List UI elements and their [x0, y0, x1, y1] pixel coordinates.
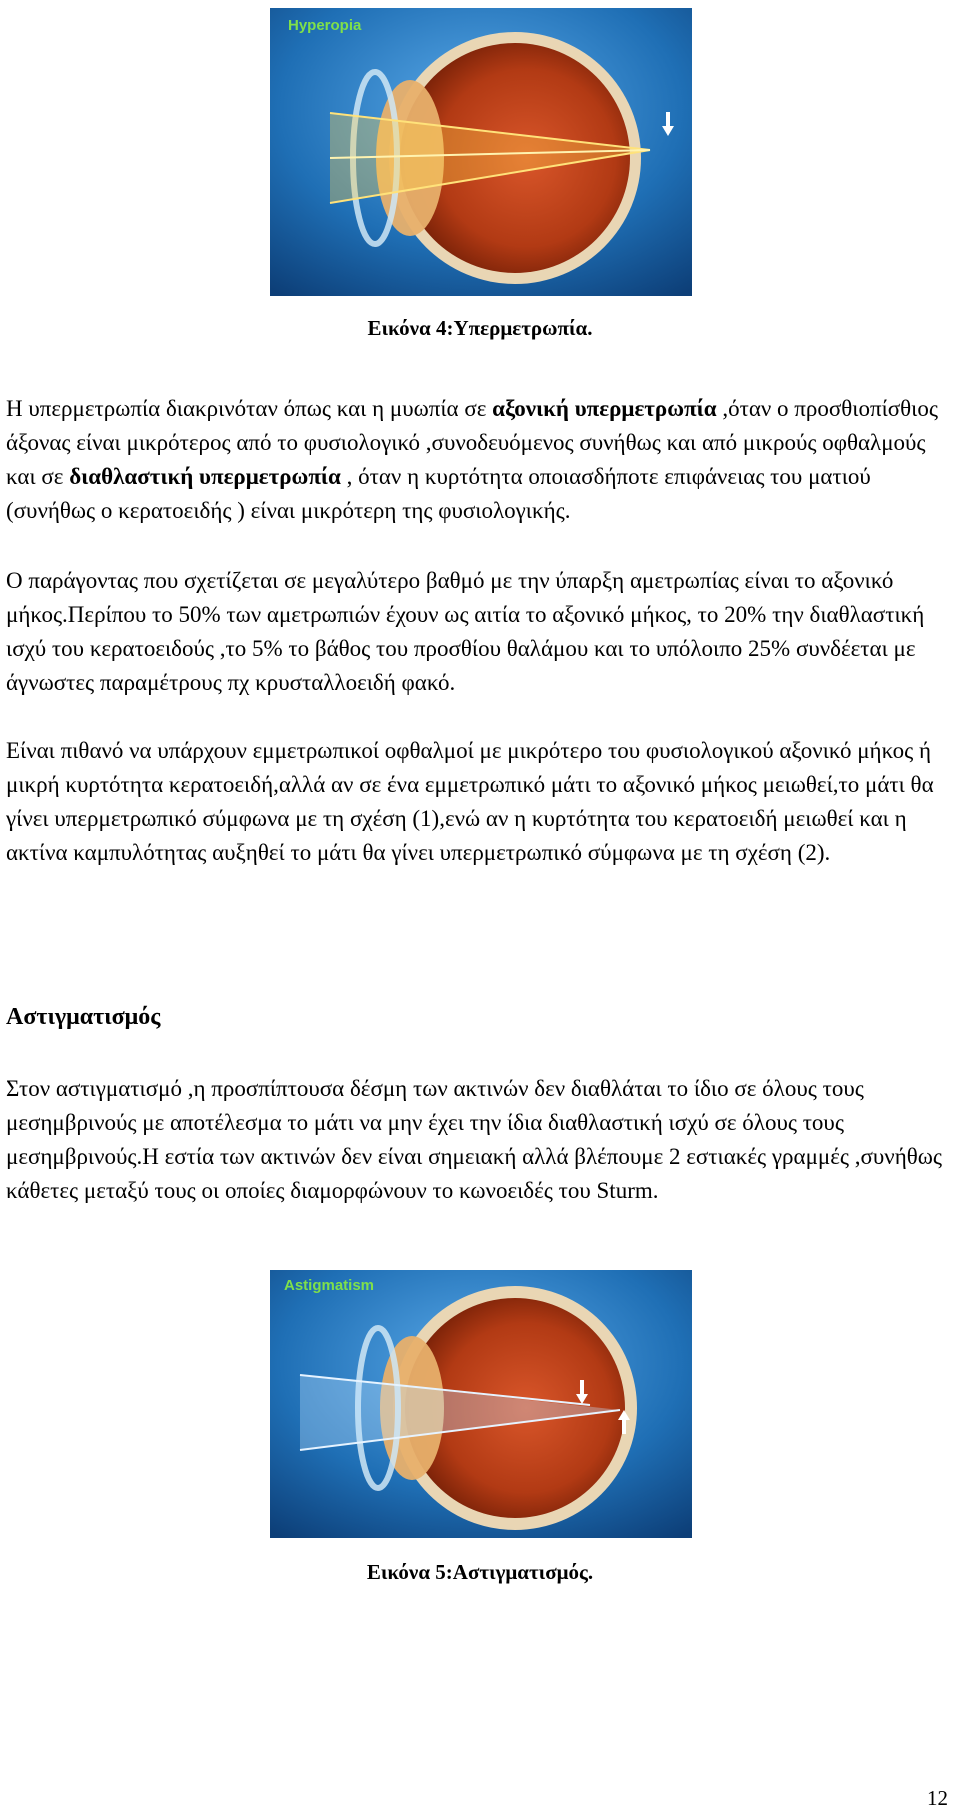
figure-4-caption: Εικόνα 4:Υπερμετρωπία.	[367, 316, 593, 340]
hyperopia-eye-diagram	[270, 8, 692, 296]
hyperopia-paragraph-1: Η υπερμετρωπία διακρινόταν όπως και η μυωπία σε αξονική υπερμετρωπία ,όταν ο προσθιοπίσθιος άξονας είναι μικρότερος από το φυσιολογικό ,συνοδευόμενος συνήθως και από μικρούς οφθαλμούς και σε διαθλαστική υπερμετρωπία , όταν η κυρτότητα οποιασδήποτε επιφάνειας του ματιού (συνήθως ο κερατοειδής ) είναι μικρότερη της φυσιολογικής.	[6, 396, 938, 523]
astigmatism-figure	[270, 1270, 692, 1538]
astigmatism-heading: Αστιγματισμός	[6, 1004, 161, 1030]
hyperopia-figure-label: Hyperopia	[288, 17, 362, 34]
figure-5-caption: Εικόνα 5:Αστιγματισμός.	[366, 1560, 594, 1584]
hyperopia-paragraph-2: Ο παράγοντας που σχετίζεται σε μεγαλύτερο βαθμό με την ύπαρξη αμετρωπίας είναι το αξονικό μήκος.Περίπου το 50% των αμετρωπιών έχουν ως αιτία το αξονικό μήκος, το 20% την διαθλαστική ισχύ του κερατοειδούς ,το 5% το βάθος του προσθίου θαλάμου και το υπόλοιπο 25% συνδέεται με άγνωστες παραμέτρους πχ κρυσταλλοειδή φακό.	[6, 568, 925, 695]
astigmatism-paragraph: Στον αστιγματισμό ,η προσπίπτουσα δέσμη των ακτινών δεν διαθλάται το ίδιο σε όλους τους μεσημβρινούς με αποτέλεσμα το μάτι να μην έχει την ίδια διαθλαστική ισχύ σε όλους τους μεσημβρινούς.Η εστία των ακτινών δεν είναι σημειακή αλλά βλέπουμε 2 εστιακές γραμμές ,συνήθως κάθετες μεταξύ τους οι οποίες διαμορφώνουν το κωνοειδές του Sturm.	[6, 1076, 942, 1203]
hyperopia-paragraph-3: Είναι πιθανό να υπάρχουν εμμετρωπικοί οφθαλμοί με μικρότερο του φυσιολογικού αξονικό μήκος ή μικρή κυρτότητα κερατοειδή,αλλά αν σε ένα εμμετρωπικό μάτι το αξονικό μήκος μειωθεί,το μάτι θα γίνει υπερμετρωπικό σύμφωνα με τη σχέση (1),ενώ αν η κυρτότητα του κερατοειδή μειωθεί και η ακτίνα καμπυλότητας αυξηθεί το μάτι θα γίνει υπερμετρωπικό σύμφωνα με τη σχέση (2).	[6, 738, 934, 865]
axial-hyperopia-term: αξονική υπερμετρωπία	[492, 396, 717, 421]
page-number: 12	[927, 1786, 948, 1810]
astigmatism-eye-diagram	[270, 1270, 692, 1538]
hyperopia-figure	[270, 8, 692, 296]
refractive-hyperopia-term: διαθλαστική υπερμετρωπία	[69, 464, 341, 489]
astigmatism-figure-label: Astigmatism	[284, 1277, 375, 1294]
